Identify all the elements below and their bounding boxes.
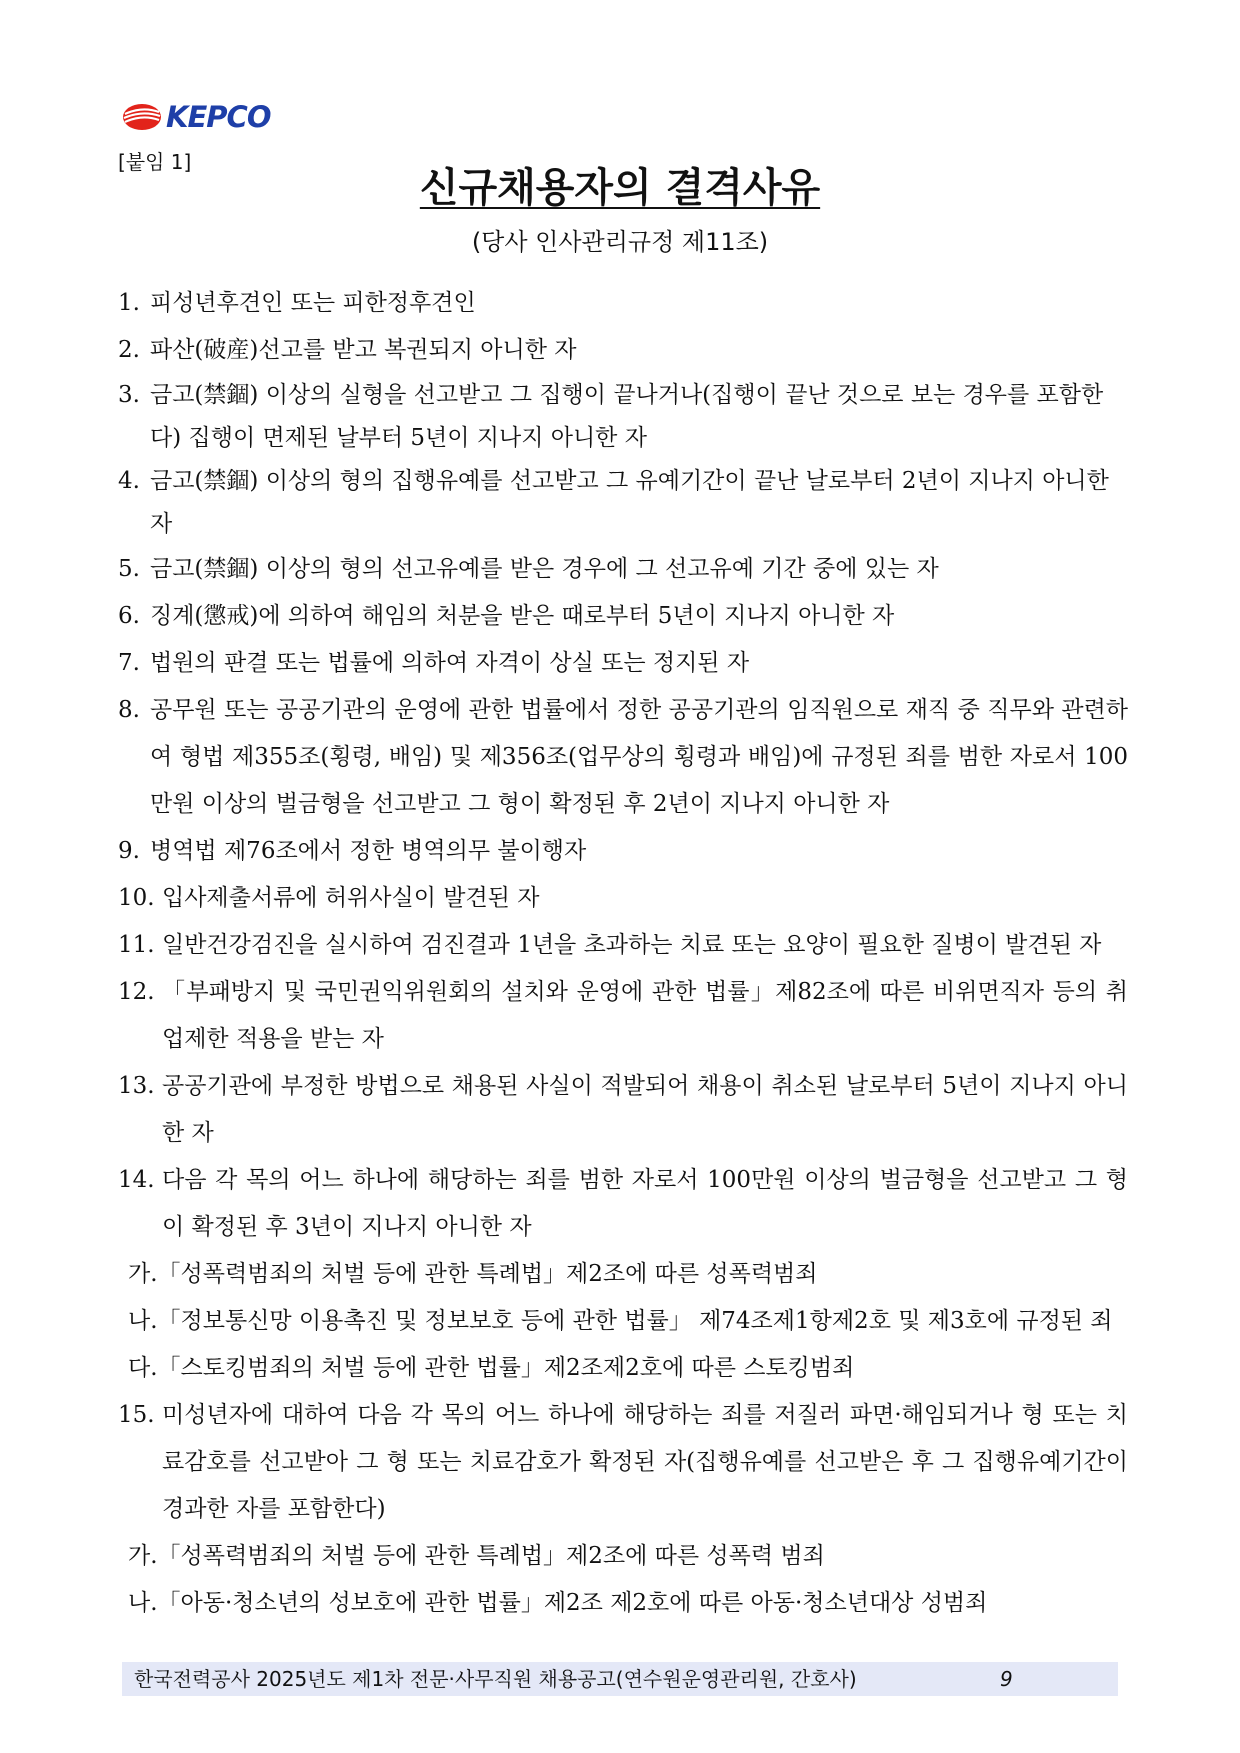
list-item-14 xyxy=(118,1157,1128,1251)
disqualification-list xyxy=(118,280,1128,1627)
list-item-4 xyxy=(118,460,1128,546)
item-number: 15. xyxy=(118,1402,155,1428)
attachment-label: [붙임 1] xyxy=(118,150,192,174)
item-text: 미성년자에 대하여 다음 각 목의 어느 하나에 해당하는 죄를 저질러 파면·해임되거나 형 또는 치료감호를 선고받아 그 형 또는 치료감호가 확정된 자(집행유예를 선고받은 후 그 집행유예기간이 경과한 자를 포함한다) xyxy=(162,1402,1128,1522)
item-number: 1. xyxy=(118,290,140,316)
item-text: 병역법 제76조에서 정한 병역의무 불이행자 xyxy=(150,838,587,864)
sub-item-15-na: 나.「아동·청소년의 성보호에 관한 법률」제2조 제2호에 따른 아동·청소년대상 성범죄 xyxy=(128,1590,988,1616)
page-title: 신규채용자의 결격사유 xyxy=(419,165,821,211)
item-number: 4. xyxy=(118,468,140,494)
list-item-2 xyxy=(118,327,1128,374)
item-number: 2. xyxy=(118,337,140,363)
list-item-5 xyxy=(118,546,1128,593)
item-text: 금고(禁錮) 이상의 형의 선고유예를 받은 경우에 그 선고유예 기간 중에 있는 자 xyxy=(150,556,939,582)
kepco-emblem-icon xyxy=(122,103,162,131)
list-item-8 xyxy=(118,687,1128,828)
item-text: 일반건강검진을 실시하여 검진결과 1년을 초과하는 치료 또는 요양이 필요한 질병이 발견된 자 xyxy=(162,932,1102,958)
item-number: 6. xyxy=(118,603,140,629)
item-text: 공공기관에 부정한 방법으로 채용된 사실이 적발되어 채용이 취소된 날로부터 5년이 지나지 아니한 자 xyxy=(162,1073,1128,1146)
item-text: 공무원 또는 공공기관의 운영에 관한 법률에서 정한 공공기관의 임직원으로 재직 중 직무와 관련하여 형법 제355조(횡령, 배임) 및 제356조(업무상의 횡령과 배임)에 규정된 죄를 범한 자로서 100만원 이상의 벌금형을 선고받고 그 형이 확정된 후 2년이 지나지 아니한 자 xyxy=(150,697,1128,817)
item-number: 7. xyxy=(118,650,140,676)
item-text: 파산(破産)선고를 받고 복권되지 아니한 자 xyxy=(150,337,577,363)
sub-item-14-na: 나.「정보통신망 이용촉진 및 정보보호 등에 관한 법률」 제74조제1항제2호 및 제3호에 규정된 죄 xyxy=(128,1308,1113,1334)
item-number: 3. xyxy=(118,382,140,408)
item-number: 5. xyxy=(118,556,140,582)
item-number: 13. xyxy=(118,1073,155,1099)
footer-text: 한국전력공사 2025년도 제1차 전문·사무직원 채용공고(연수원운영관리원, 간호사) xyxy=(134,1667,857,1691)
list-item-6 xyxy=(118,593,1128,640)
item-number: 12. xyxy=(118,979,155,1005)
item-number: 10. xyxy=(118,885,155,911)
list-item-11 xyxy=(118,922,1128,969)
item-text: 다음 각 목의 어느 하나에 해당하는 죄를 범한 자로서 100만원 이상의 벌금형을 선고받고 그 형이 확정된 후 3년이 지나지 아니한 자 xyxy=(162,1167,1128,1240)
item-number: 14. xyxy=(118,1167,155,1193)
list-item-13 xyxy=(118,1063,1128,1157)
item-text: 피성년후견인 또는 피한정후견인 xyxy=(150,290,476,316)
item-number: 11. xyxy=(118,932,155,958)
kepco-logo xyxy=(122,100,270,134)
list-item-12 xyxy=(118,969,1128,1063)
list-item-7 xyxy=(118,640,1128,687)
list-item-3 xyxy=(118,374,1128,460)
item-number: 8. xyxy=(118,697,140,723)
item-number: 9. xyxy=(118,838,140,864)
item-text: 입사제출서류에 허위사실이 발견된 자 xyxy=(162,885,540,911)
item-text: 금고(禁錮) 이상의 실형을 선고받고 그 집행이 끝나거나(집행이 끝난 것으로 보는 경우를 포함한다) 집행이 면제된 날부터 5년이 지나지 아니한 자 xyxy=(150,382,1104,451)
item-text: 징계(懲戒)에 의하여 해임의 처분을 받은 때로부터 5년이 지나지 아니한 자 xyxy=(150,603,895,629)
sub-item-14-ga: 가.「성폭력범죄의 처벌 등에 관한 특례법」제2조에 따른 성폭력범죄 xyxy=(128,1261,818,1287)
page-footer xyxy=(122,1662,1118,1696)
list-item-15 xyxy=(118,1392,1128,1533)
item-text: 법원의 판결 또는 법률에 의하여 자격이 상실 또는 정지된 자 xyxy=(150,650,750,676)
logo-wordmark: KEPCO xyxy=(166,100,271,134)
list-item-9 xyxy=(118,828,1128,875)
list-item-10 xyxy=(118,875,1128,922)
sub-item-14-da: 다.「스토킹범죄의 처벌 등에 관한 법률」제2조제2호에 따른 스토킹범죄 xyxy=(128,1355,855,1381)
item-text: 「부패방지 및 국민권익위원회의 설치와 운영에 관한 법률」제82조에 따른 비위면직자 등의 취업제한 적용을 받는 자 xyxy=(162,979,1128,1052)
sub-item-15-ga: 가.「성폭력범죄의 처벌 등에 관한 특례법」제2조에 따른 성폭력 범죄 xyxy=(128,1543,825,1569)
item-text: 금고(禁錮) 이상의 형의 집행유예를 선고받고 그 유예기간이 끝난 날로부터 2년이 지나지 아니한 자 xyxy=(150,468,1109,537)
page-number: 9 xyxy=(1000,1667,1013,1691)
page-subtitle: (당사 인사관리규정 제11조) xyxy=(471,228,769,256)
list-item-1 xyxy=(118,280,1128,327)
